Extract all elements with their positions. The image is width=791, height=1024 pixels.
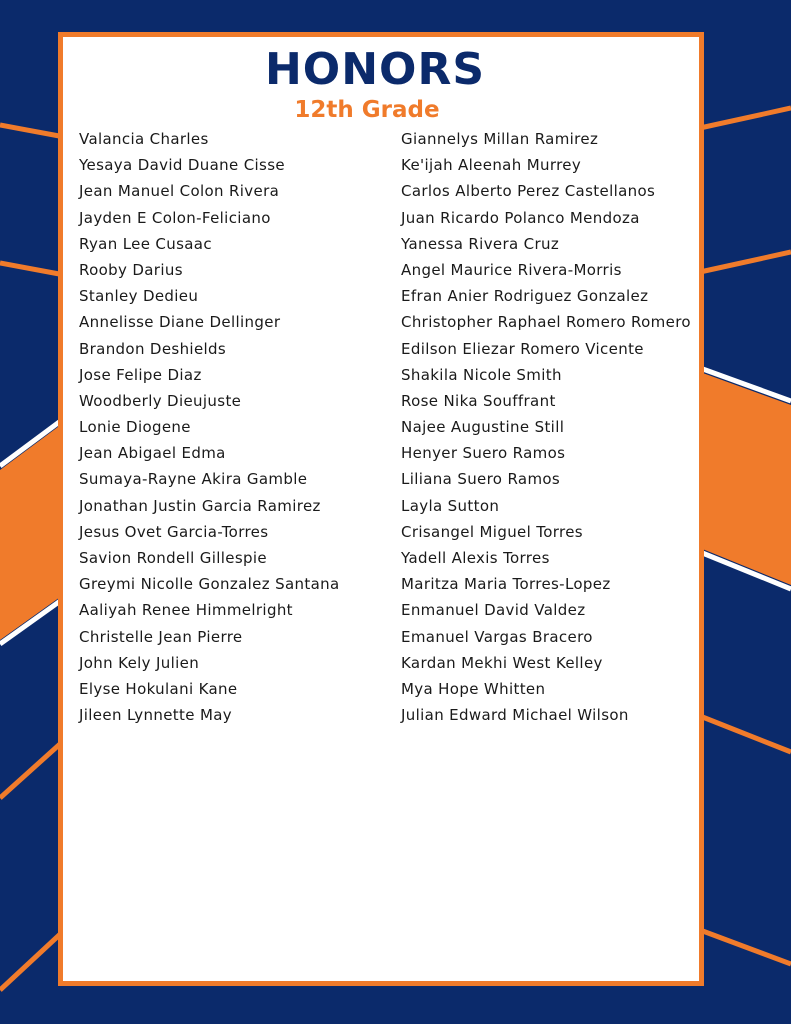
list-item: Liliana Suero Ramos [401,470,561,489]
list-item: Jean Abigael Edma [79,444,226,463]
list-item: Woodberly Dieujuste [79,391,242,410]
list-item: Valancia Charles [79,130,209,148]
list-item: Efran Anier Rodriguez Gonzalez [401,287,649,306]
list-item: Savion Rondell Gillespie [79,549,267,567]
list-item: Sumaya-Rayne Akira Gamble [79,470,308,489]
list-item: Jayden E Colon-Feliciano [79,208,271,227]
list-item: Crisangel Miguel Torres [401,522,583,541]
list-item: Rooby Darius [79,260,183,279]
list-item: Jileen Lynnette May [79,706,233,725]
list-item: Stanley Dedieu [79,287,199,306]
list-item: Yanessa Rivera Cruz [401,234,560,253]
list-item: Lonie Diogene [79,418,191,437]
list-item: Maritza Maria Torres-Lopez [401,575,611,594]
list-item: Julian Edward Michael Wilson [401,706,629,725]
list-item: Jean Manuel Colon Rivera [79,182,280,201]
list-item: Shakila Nicole Smith [401,365,562,384]
list-item: Ryan Lee Cusaac [79,234,212,253]
list-item: Greymi Nicolle Gonzalez Santana [79,575,340,594]
list-item: Najee Augustine Still [401,418,565,437]
list-item: Jesus Ovet Garcia-Torres [79,522,269,541]
list-item: Jonathan Justin Garcia Ramirez [79,496,321,515]
list-item: Kardan Mekhi West Kelley [401,653,603,672]
list-item: John Kely Julien [79,653,200,672]
list-item: Ke'ijah Aleenah Murrey [401,156,582,175]
list-item: Annelisse Diane Dellinger [79,313,281,332]
names-list-left [79,126,340,728]
list-item: Edilson Eliezar Romero Vicente [401,339,644,358]
list-item: Yadell Alexis Torres [401,549,550,567]
list-item: Emanuel Vargas Bracero [401,627,593,646]
list-item: Enmanuel David Valdez [401,601,586,620]
list-item: Yesaya David Duane Cisse [79,156,285,175]
list-item: Elyse Hokulani Kane [79,679,238,698]
names-list-right [401,126,691,728]
list-item: Angel Maurice Rivera-Morris [401,260,622,279]
list-item: Brandon Deshields [79,339,227,358]
list-item: Carlos Alberto Perez Castellanos [401,182,656,201]
list-item: Christelle Jean Pierre [79,627,243,646]
grade-subtitle: 12th Grade [294,97,440,123]
list-item: Giannelys Millan Ramirez [401,130,599,148]
list-item: Mya Hope Whitten [401,679,546,698]
list-item: Layla Sutton [401,496,500,515]
list-item: Juan Ricardo Polanco Mendoza [401,208,640,227]
list-item: Aaliyah Renee Himmelright [79,601,293,620]
list-item: Jose Felipe Diaz [79,365,202,384]
list-item: Christopher Raphael Romero Romero [401,313,691,332]
list-item: Rose Nika Souffrant [401,391,556,410]
list-item: Henyer Suero Ramos [401,444,566,463]
page-title: HONORS [264,44,486,95]
